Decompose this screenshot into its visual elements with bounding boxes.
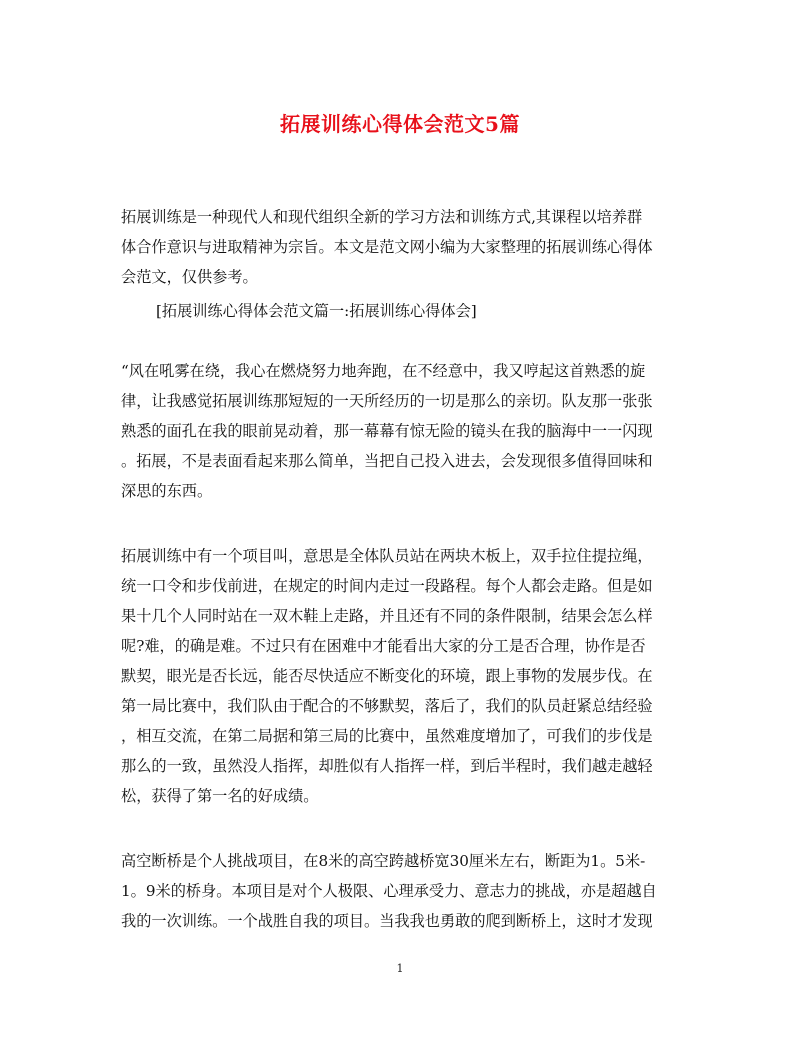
paragraph-line: 果十几个人同时站在一双木鞋上走路，并且还有不同的条件限制，结果会怎么样 <box>121 607 653 625</box>
paragraph-line: 那么的一致，虽然没人指挥，却胜似有人指挥一样，到后半程时，我们越走越轻 <box>121 757 653 775</box>
intro-line: 体合作意识与进取精神为宗旨。本文是范文网小编为大家整理的拓展训练心得体 <box>121 238 653 256</box>
subheading-text: [拓展训练心得体会范文篇一:拓展训练心得体会] <box>156 302 477 320</box>
paragraph-3 <box>121 846 681 936</box>
paragraph-line: “风在吼雾在绕，我心在燃烧努力地奔跑，在不经意中，我又哼起这首熟悉的旋 <box>121 362 646 380</box>
section-subheading <box>156 296 716 326</box>
intro-line: 会范文，仅供参考。 <box>121 268 258 286</box>
paragraph-line: 默契，眼光是否长远，能否尽快适应不断变化的环境，跟上事物的发展步伐。在 <box>121 667 653 685</box>
paragraph-line: 拓展训练中有一个项目叫，意思是全体队员站在两块木板上，双手拉住提拉绳， <box>121 547 653 565</box>
paragraph-line: 熟悉的面孔在我的眼前晃动着，那一幕幕有惊无险的镜头在我的脑海中一一闪现 <box>121 422 653 440</box>
paragraph-2 <box>121 541 681 811</box>
paragraph-line: 统一口令和步伐前进，在规定的时间内走过一段路程。每个人都会走路。但是如 <box>121 577 653 595</box>
document-title: 拓展训练心得体会范文5篇 <box>280 112 520 136</box>
intro-paragraph <box>121 202 681 292</box>
paragraph-line: 呢?难，的确是难。不过只有在困难中才能看出大家的分工是否合理，协作是否 <box>121 637 646 655</box>
paragraph-line: 松，获得了第一名的好成绩。 <box>121 787 319 805</box>
paragraph-line: ，相互交流，在第二局据和第三局的比赛中，虽然难度增加了，可我们的步伐是 <box>121 727 653 745</box>
paragraph-line: 律，让我感觉拓展训练那短短的一天所经历的一切是那么的亲切。队友那一张张 <box>121 392 653 410</box>
page-number: 1 <box>396 962 404 975</box>
paragraph-1 <box>121 356 681 506</box>
paragraph-line: 。拓展，不是表面看起来那么简单，当把自己投入进去，会发现很多值得回味和 <box>121 452 653 470</box>
paragraph-line: 深思的东西。 <box>121 482 213 500</box>
paragraph-line: 高空断桥是个人挑战项目，在8米的高空跨越桥宽30厘米左右，断距为1。5米- <box>121 852 646 870</box>
paragraph-line: 我的一次训练。一个战胜自我的项目。当我我也勇敢的爬到断桥上，这时才发现 <box>121 912 653 930</box>
intro-line: 拓展训练是一种现代人和现代组织全新的学习方法和训练方式,其课程以培养群 <box>121 208 643 226</box>
paragraph-line: 1。9米的桥身。本项目是对个人极限、心理承受力、意志力的挑战，亦是超越自 <box>121 882 657 900</box>
paragraph-line: 第一局比赛中，我们队由于配合的不够默契，落后了，我们的队员赶紧总结经验 <box>121 697 653 715</box>
